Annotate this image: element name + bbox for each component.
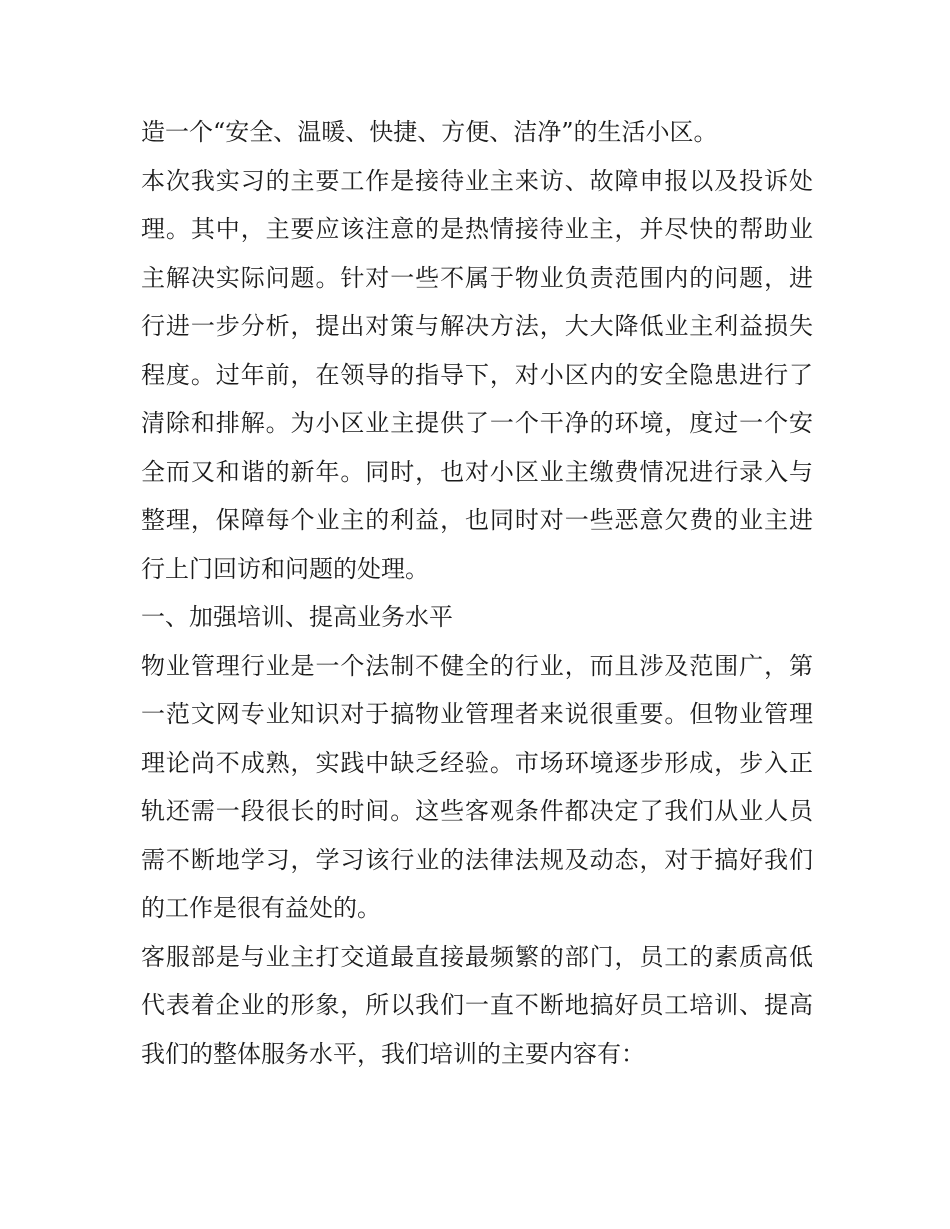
text-line: 本次我实习的主要工作是接待业主来访、故障申报以及投诉处	[141, 166, 813, 195]
text-line: 整理，保障每个业主的利益，也同时对一些恶意欠费的业主进	[141, 506, 813, 534]
text-line: 造一个“安全、温暖、快捷、方便、洁净”的生活小区。	[141, 118, 718, 146]
section-heading: 一、加强培训、提高业务水平	[141, 603, 453, 631]
text-line: 程度。过年前，在领导的指导下，对小区内的安全隐患进行了	[141, 360, 813, 389]
text-line: 理论尚不成熟，实践中缺乏经验。市场环境逐步形成，步入正	[141, 748, 813, 777]
text-line: 一范文网专业知识对于搞物业管理者来说很重要。但物业管理	[141, 700, 813, 728]
text-line: 行上门回访和问题的处理。	[141, 554, 429, 583]
text-line: 我们的整体服务水平，我们培训的主要内容有：	[141, 1039, 645, 1068]
text-line: 全而又和谐的新年。同时，也对小区业主缴费情况进行录入与	[141, 457, 813, 486]
text-line: 行进一步分析，提出对策与解决方法，大大降低业主利益损失	[141, 312, 813, 340]
text-line: 主解决实际问题。针对一些不属于物业负责范围内的问题，进	[141, 263, 813, 292]
text-line: 需不断地学习，学习该行业的法律法规及动态，对于搞好我们	[141, 845, 813, 874]
text-line: 轨还需一段很长的时间。这些客观条件都决定了我们从业人员	[141, 797, 813, 825]
document-body	[141, 108, 813, 1078]
text-line: 客服部是与业主打交道最直接最频繁的部门，员工的素质高低	[141, 942, 813, 971]
text-line: 代表着企业的形象，所以我们一直不断地搞好员工培训、提高	[141, 991, 813, 1019]
text-line: 清除和排解。为小区业主提供了一个干净的环境，度过一个安	[141, 409, 813, 437]
text-line: 理。其中，主要应该注意的是热情接待业主，并尽快的帮助业	[141, 215, 813, 243]
text-line: 物业管理行业是一个法制不健全的行业，而且涉及范围广，第	[141, 651, 813, 680]
text-line: 的工作是很有益处的。	[141, 894, 381, 922]
